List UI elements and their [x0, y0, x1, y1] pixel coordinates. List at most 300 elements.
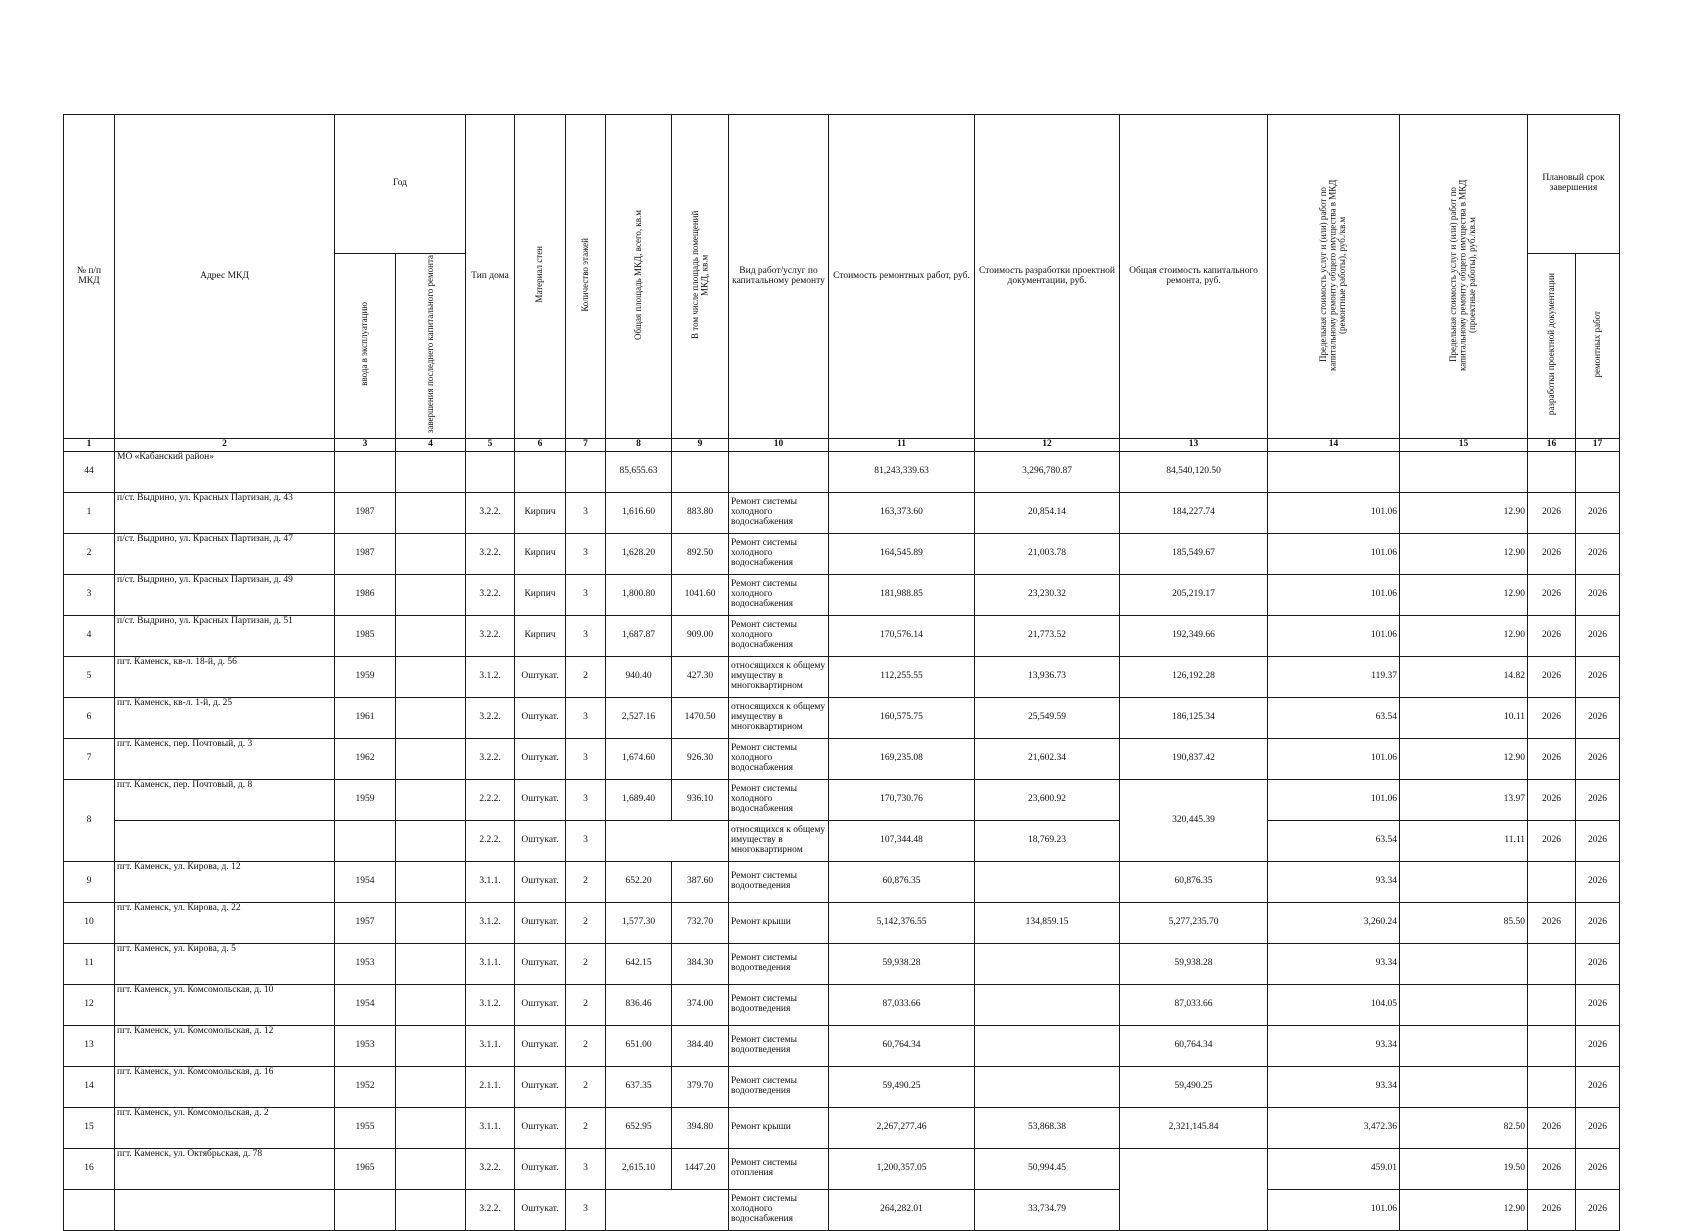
row-premises-area: 1470.50 [672, 698, 729, 739]
table-subrow [64, 821, 1620, 862]
header-floors [566, 115, 606, 439]
row-year: 1953 [335, 1026, 396, 1067]
row-limit-design: 19.50 [1400, 1149, 1528, 1190]
row-num: 16 [64, 1149, 115, 1190]
row-last-repair [396, 821, 466, 862]
row-repair-cost: 59,490.25 [829, 1067, 975, 1108]
row-term-design: 2026 [1528, 1190, 1576, 1231]
mo-total-area: 85,655.63 [606, 452, 672, 493]
row-address: п/ст. Выдрино, ул. Красных Партизан, д. 43 [115, 493, 335, 534]
row-work-type: Ремонт системы холодного водоснабжения [729, 493, 829, 534]
row-work-type: Ремонт системы холодного водоснабжения [729, 780, 829, 821]
column-number: 14 [1268, 439, 1400, 452]
row-repair-cost: 59,938.28 [829, 944, 975, 985]
row-material: Оштукат. [515, 657, 566, 698]
row-design-cost [975, 985, 1120, 1026]
row-type: 3.1.1. [466, 1108, 515, 1149]
mo-empty [1528, 452, 1576, 493]
row-total-cost: 205,219.17 [1120, 575, 1268, 616]
row-limit-repair: 101.06 [1268, 493, 1400, 534]
row-limit-repair: 93.34 [1268, 1026, 1400, 1067]
row-type: 3.2.2. [466, 739, 515, 780]
header-year-last-repair-text: завершения последнего капитального ремонта [424, 255, 435, 434]
row-term-design [1528, 862, 1576, 903]
row-total-cost: 185,549.67 [1120, 534, 1268, 575]
row-repair-cost: 164,545.89 [829, 534, 975, 575]
row-year: 1965 [335, 1149, 396, 1190]
row-total-area: 2,615.10 [606, 1149, 672, 1190]
row-limit-design: 14.82 [1400, 657, 1528, 698]
mo-empty [515, 452, 566, 493]
column-number: 1 [64, 439, 115, 452]
row-design-cost: 21,773.52 [975, 616, 1120, 657]
row-total-cost: 2,321,145.84 [1120, 1108, 1268, 1149]
row-type: 3.2.2. [466, 616, 515, 657]
header-limit-cost-repair-text: Предельная стоимость услуг и (или) работ по капитальному ремонту общего имущества в МКД (ремонтные работы), руб./кв.м [1318, 178, 1348, 371]
row-year: 1985 [335, 616, 396, 657]
row-address: п/ст. Выдрино, ул. Красных Партизан, д. 51 [115, 616, 335, 657]
row-limit-repair: 101.06 [1268, 575, 1400, 616]
row-total-area: 1,687.87 [606, 616, 672, 657]
column-number: 6 [515, 439, 566, 452]
row-limit-repair: 93.34 [1268, 862, 1400, 903]
row-year: 1961 [335, 698, 396, 739]
row-floors: 3 [566, 780, 606, 821]
row-limit-repair: 459.01 [1268, 1149, 1400, 1190]
row-year: 1953 [335, 944, 396, 985]
column-number: 13 [1120, 439, 1268, 452]
row-repair-cost: 5,142,376.55 [829, 903, 975, 944]
row-total-cost: 190,837.42 [1120, 739, 1268, 780]
row-material: Оштукат. [515, 985, 566, 1026]
row-limit-design: 10.11 [1400, 698, 1528, 739]
row-term-repair: 2026 [1576, 1108, 1620, 1149]
row-term-design: 2026 [1528, 657, 1576, 698]
row-term-repair: 2026 [1576, 944, 1620, 985]
row-year: 1987 [335, 493, 396, 534]
row-num: 15 [64, 1108, 115, 1149]
row-year: 1986 [335, 575, 396, 616]
mo-empty [1268, 452, 1400, 493]
row-design-cost: 21,003.78 [975, 534, 1120, 575]
header-premises-area [672, 115, 729, 439]
row-limit-design: 12.90 [1400, 739, 1528, 780]
row-limit-design: 82.50 [1400, 1108, 1528, 1149]
row-year: 1955 [335, 1108, 396, 1149]
row-repair-cost: 1,200,357.05 [829, 1149, 975, 1190]
row-term-design: 2026 [1528, 534, 1576, 575]
row-address: пгт. Каменск, пер. Почтовый, д. 3 [115, 739, 335, 780]
row-design-cost: 25,549.59 [975, 698, 1120, 739]
row-num: 10 [64, 903, 115, 944]
row-limit-design: 12.90 [1400, 616, 1528, 657]
row-premises-area: 1041.60 [672, 575, 729, 616]
row-limit-repair: 119.37 [1268, 657, 1400, 698]
header-year-commission-text: ввода в эксплуатацию [359, 302, 370, 387]
row-type: 3.1.2. [466, 903, 515, 944]
row-premises-area: 926.30 [672, 739, 729, 780]
row-year: 1952 [335, 1067, 396, 1108]
row-last-repair [396, 862, 466, 903]
column-number: 4 [396, 439, 466, 452]
row-year: 1962 [335, 739, 396, 780]
row-last-repair [396, 1190, 466, 1231]
row-premises-area: 732.70 [672, 903, 729, 944]
row-floors: 2 [566, 903, 606, 944]
column-number: 5 [466, 439, 515, 452]
row-repair-cost: 181,988.85 [829, 575, 975, 616]
row-term-design: 2026 [1528, 1108, 1576, 1149]
row-limit-design [1400, 862, 1528, 903]
row-last-repair [396, 985, 466, 1026]
table-row [64, 985, 1620, 1026]
row-material: Оштукат. [515, 821, 566, 862]
row-repair-cost: 87,033.66 [829, 985, 975, 1026]
row-limit-repair: 3,472.36 [1268, 1108, 1400, 1149]
row-material: Оштукат. [515, 1067, 566, 1108]
row-term-design: 2026 [1528, 493, 1576, 534]
row-type: 3.1.2. [466, 985, 515, 1026]
row-last-repair [396, 944, 466, 985]
row-total-area: 651.00 [606, 1026, 672, 1067]
row-term-design: 2026 [1528, 1149, 1576, 1190]
column-number: 8 [606, 439, 672, 452]
row-total-cost: 126,192.28 [1120, 657, 1268, 698]
row-material: Оштукат. [515, 739, 566, 780]
row-type: 3.1.1. [466, 1026, 515, 1067]
row-design-cost [975, 1067, 1120, 1108]
row-premises-area: 384.30 [672, 944, 729, 985]
row-work-type: Ремонт системы холодного водоснабжения [729, 739, 829, 780]
row-work-type: Ремонт системы отопления [729, 1149, 829, 1190]
table-row [64, 944, 1620, 985]
mo-num: 44 [64, 452, 115, 493]
row-limit-design: 12.90 [1400, 493, 1528, 534]
header-year-last-repair [396, 254, 466, 439]
row-total-area: 1,628.20 [606, 534, 672, 575]
row-limit-repair: 93.34 [1268, 944, 1400, 985]
header-term-repair [1576, 254, 1620, 439]
row-limit-repair: 63.54 [1268, 698, 1400, 739]
row-floors: 2 [566, 1108, 606, 1149]
row-type: 2.2.2. [466, 821, 515, 862]
column-number: 7 [566, 439, 606, 452]
header-num: № п/п МКД [64, 115, 115, 439]
header-limit-cost-design-text: Предельная стоимость услуг и (или) работ по капитальному ремонту общего имущества в МКД (проектные работы), руб./кв.м [1448, 178, 1478, 371]
row-term-repair: 2026 [1576, 698, 1620, 739]
row-limit-design [1400, 944, 1528, 985]
row-total-area: 940.40 [606, 657, 672, 698]
row-num: 13 [64, 1026, 115, 1067]
row-repair-cost: 160,575.75 [829, 698, 975, 739]
row-num: 7 [64, 739, 115, 780]
row-repair-cost: 170,730.76 [829, 780, 975, 821]
header-design-cost: Стоимость разработки проектной документации, руб. [975, 115, 1120, 439]
row-type: 3.2.2. [466, 1149, 515, 1190]
mo-empty [466, 452, 515, 493]
row-premises-area: 1447.20 [672, 1149, 729, 1190]
row-limit-design: 13.97 [1400, 780, 1528, 821]
row-limit-design [1400, 985, 1528, 1026]
mo-empty [1576, 452, 1620, 493]
mo-empty [335, 452, 396, 493]
header-total-cost: Общая стоимость капитального ремонта, руб. [1120, 115, 1268, 439]
row-num [64, 1190, 115, 1231]
row-total-cost: 87,033.66 [1120, 985, 1268, 1026]
row-address: пгт. Каменск, кв-л. 1-й, д. 25 [115, 698, 335, 739]
row-last-repair [396, 616, 466, 657]
row-material: Оштукат. [515, 780, 566, 821]
row-repair-cost: 163,373.60 [829, 493, 975, 534]
row-total-cost: 192,349.66 [1120, 616, 1268, 657]
row-num: 1 [64, 493, 115, 534]
row-design-cost: 20,854.14 [975, 493, 1120, 534]
header-limit-cost-repair [1268, 115, 1400, 439]
row-material: Кирпич [515, 493, 566, 534]
row-area-empty [606, 821, 729, 862]
row-last-repair [396, 534, 466, 575]
row-term-design: 2026 [1528, 821, 1576, 862]
row-type: 3.2.2. [466, 698, 515, 739]
row-limit-repair: 63.54 [1268, 821, 1400, 862]
row-type: 3.1.1. [466, 944, 515, 985]
row-design-cost [975, 1026, 1120, 1067]
header-work-type: Вид работ/услуг по капитальному ремонту [729, 115, 829, 439]
row-limit-repair: 101.06 [1268, 780, 1400, 821]
mo-name: МО «Кабанский район» [115, 452, 335, 493]
row-term-repair: 2026 [1576, 575, 1620, 616]
row-year: 1957 [335, 903, 396, 944]
row-term-design: 2026 [1528, 739, 1576, 780]
row-term-repair: 2026 [1576, 862, 1620, 903]
row-total-cost: 59,938.28 [1120, 944, 1268, 985]
table-row [64, 739, 1620, 780]
row-floors: 3 [566, 575, 606, 616]
row-work-type: относящихся к общему имуществу в многоквартирном [729, 821, 829, 862]
row-total-area: 642.15 [606, 944, 672, 985]
row-area-empty [606, 1190, 729, 1231]
row-material: Оштукат. [515, 1149, 566, 1190]
row-address: пгт. Каменск, ул. Комсомольская, д. 16 [115, 1067, 335, 1108]
row-work-type: Ремонт системы водоотведения [729, 1067, 829, 1108]
row-type: 3.2.2. [466, 1190, 515, 1231]
row-term-repair: 2026 [1576, 903, 1620, 944]
mo-total-cost: 84,540,120.50 [1120, 452, 1268, 493]
row-last-repair [396, 1026, 466, 1067]
row-address: пгт. Каменск, ул. Комсомольская, д. 10 [115, 985, 335, 1026]
row-floors: 2 [566, 862, 606, 903]
row-term-repair: 2026 [1576, 821, 1620, 862]
row-last-repair [396, 493, 466, 534]
row-work-type: Ремонт системы водоотведения [729, 1026, 829, 1067]
row-term-repair: 2026 [1576, 985, 1620, 1026]
row-year: 1954 [335, 862, 396, 903]
row-address: пгт. Каменск, ул. Октябрьская, д. 78 [115, 1149, 335, 1190]
row-type: 2.2.2. [466, 780, 515, 821]
row-num: 11 [64, 944, 115, 985]
row-total-area: 1,674.60 [606, 739, 672, 780]
row-type: 3.1.1. [466, 862, 515, 903]
row-type: 2.1.1. [466, 1067, 515, 1108]
table-row [64, 534, 1620, 575]
header-premises-area-text: В том числе площадь помещений МКД, кв.м [689, 210, 709, 339]
table-row [64, 862, 1620, 903]
row-type: 3.2.2. [466, 575, 515, 616]
row-design-cost: 21,602.34 [975, 739, 1120, 780]
row-limit-design [1400, 1067, 1528, 1108]
row-total-area: 1,577.30 [606, 903, 672, 944]
row-term-design [1528, 1026, 1576, 1067]
row-floors: 3 [566, 1190, 606, 1231]
row-floors: 2 [566, 1026, 606, 1067]
row-address [115, 821, 335, 862]
row-address: пгт. Каменск, ул. Кирова, д. 12 [115, 862, 335, 903]
row-limit-design: 12.90 [1400, 1190, 1528, 1231]
column-number: 10 [729, 439, 829, 452]
row-limit-design: 12.90 [1400, 534, 1528, 575]
row-total-cost: 60,876.35 [1120, 862, 1268, 903]
row-work-type: относящихся к общему имуществу в многоквартирном [729, 657, 829, 698]
row-total-area: 652.95 [606, 1108, 672, 1149]
header-term-design [1528, 254, 1576, 439]
table-row [64, 1026, 1620, 1067]
row-material: Оштукат. [515, 862, 566, 903]
row-material: Кирпич [515, 534, 566, 575]
row-year [335, 1190, 396, 1231]
row-work-type: Ремонт системы холодного водоснабжения [729, 616, 829, 657]
row-term-repair: 2026 [1576, 534, 1620, 575]
row-term-design: 2026 [1528, 780, 1576, 821]
row-floors: 3 [566, 493, 606, 534]
row-last-repair [396, 1149, 466, 1190]
column-number: 9 [672, 439, 729, 452]
row-work-type: Ремонт системы холодного водоснабжения [729, 1190, 829, 1231]
row-total-area: 652.20 [606, 862, 672, 903]
row-total-cost: 320,445.39 [1120, 780, 1268, 862]
row-total-area: 1,689.40 [606, 780, 672, 821]
row-year [335, 821, 396, 862]
row-term-repair: 2026 [1576, 493, 1620, 534]
header-row [64, 115, 1620, 254]
row-premises-area: 374.00 [672, 985, 729, 1026]
table-row [64, 575, 1620, 616]
row-work-type: относящихся к общему имуществу в многоквартирном [729, 698, 829, 739]
row-work-type: Ремонт системы водоотведения [729, 862, 829, 903]
header-house-type: Тип дома [466, 115, 515, 439]
row-limit-repair: 3,260.24 [1268, 903, 1400, 944]
row-year: 1954 [335, 985, 396, 1026]
row-last-repair [396, 1067, 466, 1108]
row-work-type: Ремонт крыши [729, 903, 829, 944]
row-work-type: Ремонт системы холодного водоснабжения [729, 534, 829, 575]
row-term-design [1528, 985, 1576, 1026]
row-limit-design: 12.90 [1400, 575, 1528, 616]
row-design-cost: 23,600.92 [975, 780, 1120, 821]
mo-empty [396, 452, 466, 493]
row-limit-repair: 104.05 [1268, 985, 1400, 1026]
table-row [64, 903, 1620, 944]
row-limit-repair: 93.34 [1268, 1067, 1400, 1108]
row-work-type: Ремонт системы водоотведения [729, 944, 829, 985]
row-total-cost: 59,490.25 [1120, 1067, 1268, 1108]
row-floors: 3 [566, 698, 606, 739]
mo-empty [729, 452, 829, 493]
municipality-row [64, 452, 1620, 493]
mo-empty [672, 452, 729, 493]
header-term-design-text: разработки проектной документации [1545, 273, 1556, 416]
table-row [64, 616, 1620, 657]
table-subrow [64, 1190, 1620, 1231]
header-year: Год [335, 115, 466, 254]
row-year: 1959 [335, 780, 396, 821]
row-material: Оштукат. [515, 1026, 566, 1067]
row-num: 9 [64, 862, 115, 903]
row-design-cost: 50,994.45 [975, 1149, 1120, 1190]
header-limit-cost-design [1400, 115, 1528, 439]
row-term-repair: 2026 [1576, 1190, 1620, 1231]
row-total-area: 2,527.16 [606, 698, 672, 739]
row-material: Оштукат. [515, 1190, 566, 1231]
row-num: 4 [64, 616, 115, 657]
row-design-cost: 18,769.23 [975, 821, 1120, 862]
row-last-repair [396, 1108, 466, 1149]
row-term-repair: 2026 [1576, 739, 1620, 780]
row-year: 1987 [335, 534, 396, 575]
column-number: 3 [335, 439, 396, 452]
header-floors-text: Количество этажей [579, 237, 590, 312]
row-material: Кирпич [515, 575, 566, 616]
header-repair-cost: Стоимость ремонтных работ, руб. [829, 115, 975, 439]
row-term-design [1528, 1067, 1576, 1108]
row-material: Кирпич [515, 616, 566, 657]
row-year: 1959 [335, 657, 396, 698]
row-floors: 2 [566, 1067, 606, 1108]
row-limit-repair: 101.06 [1268, 739, 1400, 780]
row-total-cost: 186,125.34 [1120, 698, 1268, 739]
row-repair-cost: 60,764.34 [829, 1026, 975, 1067]
row-premises-area: 379.70 [672, 1067, 729, 1108]
column-number: 12 [975, 439, 1120, 452]
row-total-cost: 5,277,235.70 [1120, 903, 1268, 944]
row-address: пгт. Каменск, ул. Кирова, д. 5 [115, 944, 335, 985]
row-repair-cost: 107,344.48 [829, 821, 975, 862]
header-address: Адрес МКД [115, 115, 335, 439]
row-num: 8 [64, 780, 115, 862]
row-address: пгт. Каменск, пер. Почтовый, д. 8 [115, 780, 335, 821]
row-repair-cost: 170,576.14 [829, 616, 975, 657]
column-number: 2 [115, 439, 335, 452]
row-last-repair [396, 739, 466, 780]
row-num: 5 [64, 657, 115, 698]
row-premises-area: 427.30 [672, 657, 729, 698]
row-total-cost: 60,764.34 [1120, 1026, 1268, 1067]
row-floors: 3 [566, 616, 606, 657]
row-num: 3 [64, 575, 115, 616]
row-total-area: 1,616.60 [606, 493, 672, 534]
row-num: 2 [64, 534, 115, 575]
row-address [115, 1190, 335, 1231]
row-premises-area: 909.00 [672, 616, 729, 657]
row-design-cost [975, 944, 1120, 985]
row-premises-area: 883.80 [672, 493, 729, 534]
row-address: пгт. Каменск, ул. Кирова, д. 22 [115, 903, 335, 944]
row-repair-cost: 264,282.01 [829, 1190, 975, 1231]
column-number: 15 [1400, 439, 1528, 452]
header-wall-material [515, 115, 566, 439]
row-premises-area: 387.60 [672, 862, 729, 903]
row-address: п/ст. Выдрино, ул. Красных Партизан, д. 49 [115, 575, 335, 616]
row-premises-area: 892.50 [672, 534, 729, 575]
